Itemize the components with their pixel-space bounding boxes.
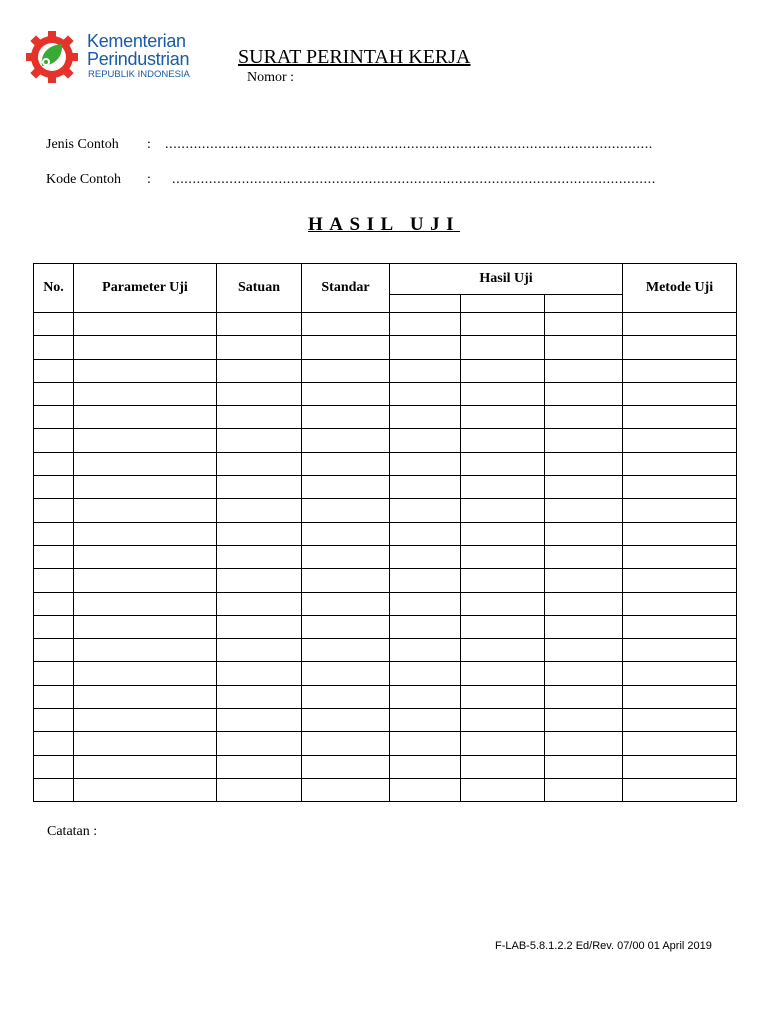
table-cell [623, 545, 737, 568]
table-cell [623, 429, 737, 452]
table-cell [390, 732, 461, 755]
table-cell [302, 313, 390, 336]
table-cell [623, 522, 737, 545]
table-cell [34, 429, 74, 452]
table-cell [74, 778, 217, 801]
table-cell [545, 522, 623, 545]
header-parameter: Parameter Uji [74, 264, 217, 313]
table-cell [545, 336, 623, 359]
table-cell [217, 336, 302, 359]
table-cell [34, 755, 74, 778]
table-cell [461, 545, 545, 568]
section-title: HASIL UJI [308, 214, 460, 235]
table-cell [34, 313, 74, 336]
table-cell [545, 452, 623, 475]
table-cell [302, 336, 390, 359]
table-cell [74, 685, 217, 708]
kode-contoh-dots: ...................................................................................................................... [172, 172, 656, 187]
logo-line-3: REPUBLIK INDONESIA [88, 69, 190, 80]
table-cell [545, 359, 623, 382]
header-no: No. [34, 264, 74, 313]
table-cell [34, 662, 74, 685]
table-cell [302, 662, 390, 685]
table-cell [302, 755, 390, 778]
table-cell [461, 336, 545, 359]
table-cell [74, 709, 217, 732]
table-cell [461, 522, 545, 545]
table-row [34, 359, 737, 382]
table-cell [74, 452, 217, 475]
nomor-label: Nomor : [247, 70, 295, 85]
table-cell [461, 732, 545, 755]
table-cell [34, 639, 74, 662]
table-row [34, 569, 737, 592]
document-title: SURAT PERINTAH KERJA [238, 46, 471, 68]
table-cell [461, 615, 545, 638]
table-cell [217, 569, 302, 592]
jenis-contoh-dots: ....................................................................................................................... [165, 137, 653, 152]
table-cell [74, 406, 217, 429]
table-cell [34, 685, 74, 708]
table-cell [545, 499, 623, 522]
table-cell [217, 592, 302, 615]
table-cell [74, 662, 217, 685]
table-cell [545, 429, 623, 452]
table-cell [302, 778, 390, 801]
table-cell [461, 429, 545, 452]
table-cell [217, 452, 302, 475]
table-row [34, 313, 737, 336]
table-cell [74, 639, 217, 662]
table-cell [74, 522, 217, 545]
table-cell [217, 382, 302, 405]
table-cell [390, 592, 461, 615]
header-hasil-sub-3 [545, 295, 623, 313]
table-cell [34, 545, 74, 568]
table-cell [461, 406, 545, 429]
table-cell [545, 709, 623, 732]
table-cell [390, 545, 461, 568]
header-hasil-sub-2 [461, 295, 545, 313]
table-cell [217, 639, 302, 662]
table-row [34, 755, 737, 778]
table-row [34, 639, 737, 662]
table-cell [390, 359, 461, 382]
table-cell [34, 452, 74, 475]
table-cell [217, 778, 302, 801]
table-cell [74, 499, 217, 522]
table-cell [390, 778, 461, 801]
table-cell [217, 359, 302, 382]
header-hasil-uji: Hasil Uji [390, 264, 623, 295]
table-cell [545, 382, 623, 405]
table-cell [74, 429, 217, 452]
table-row [34, 336, 737, 359]
table-cell [545, 313, 623, 336]
table-cell [217, 429, 302, 452]
table-cell [302, 615, 390, 638]
table-cell [74, 313, 217, 336]
table-row [34, 522, 737, 545]
table-cell [217, 615, 302, 638]
table-cell [302, 685, 390, 708]
kode-contoh-colon: : [147, 172, 151, 187]
table-cell [302, 429, 390, 452]
table-cell [217, 406, 302, 429]
table-cell [302, 592, 390, 615]
table-cell [461, 452, 545, 475]
table-cell [302, 522, 390, 545]
table-cell [461, 569, 545, 592]
table-cell [623, 359, 737, 382]
table-cell [34, 569, 74, 592]
table-row [34, 499, 737, 522]
table-cell [74, 592, 217, 615]
table-cell [390, 406, 461, 429]
table-cell [74, 476, 217, 499]
table-cell [217, 755, 302, 778]
table-cell [461, 359, 545, 382]
table-cell [302, 406, 390, 429]
table-cell [545, 662, 623, 685]
table-cell [461, 313, 545, 336]
table-cell [390, 522, 461, 545]
gear-leaf-logo-icon [22, 28, 84, 86]
hasil-uji-table [33, 263, 737, 802]
table-row [34, 709, 737, 732]
jenis-contoh-colon: : [147, 137, 151, 152]
table-cell [623, 499, 737, 522]
table-cell [545, 732, 623, 755]
table-cell [74, 569, 217, 592]
table-cell [74, 615, 217, 638]
table-cell [461, 778, 545, 801]
table-cell [623, 755, 737, 778]
table-cell [461, 639, 545, 662]
table-cell [623, 639, 737, 662]
table-cell [34, 592, 74, 615]
table-cell [623, 685, 737, 708]
table-cell [545, 592, 623, 615]
table-row [34, 545, 737, 568]
table-cell [390, 569, 461, 592]
table-cell [390, 685, 461, 708]
table-cell [74, 545, 217, 568]
table-cell [623, 569, 737, 592]
table-cell [74, 755, 217, 778]
table-cell [461, 685, 545, 708]
table-cell [302, 476, 390, 499]
table-cell [545, 755, 623, 778]
table-cell [34, 476, 74, 499]
table-cell [390, 452, 461, 475]
table-cell [545, 639, 623, 662]
table-cell [390, 662, 461, 685]
table-cell [217, 662, 302, 685]
table-cell [545, 406, 623, 429]
table-cell [34, 522, 74, 545]
table-cell [545, 615, 623, 638]
table-cell [545, 545, 623, 568]
table-cell [461, 755, 545, 778]
kode-contoh-label: Kode Contoh [46, 172, 122, 187]
table-cell [34, 709, 74, 732]
logo-line-2: Perindustrian [87, 49, 190, 69]
table-cell [74, 382, 217, 405]
table-cell [623, 709, 737, 732]
table-cell [390, 476, 461, 499]
table-row [34, 732, 737, 755]
table-cell [34, 732, 74, 755]
table-cell [217, 522, 302, 545]
table-cell [390, 429, 461, 452]
table-cell [623, 382, 737, 405]
table-row [34, 382, 737, 405]
table-cell [390, 336, 461, 359]
table-cell [34, 336, 74, 359]
table-cell [302, 359, 390, 382]
table-cell [217, 732, 302, 755]
table-cell [217, 476, 302, 499]
table-cell [461, 476, 545, 499]
form-code-footer: F-LAB-5.8.1.2.2 Ed/Rev. 07/00 01 April 2019 [495, 940, 712, 952]
table-cell [302, 545, 390, 568]
table-cell [34, 382, 74, 405]
table-cell [217, 685, 302, 708]
table-cell [623, 336, 737, 359]
header-standar: Standar [302, 264, 390, 313]
table-cell [302, 499, 390, 522]
table-cell [390, 499, 461, 522]
table-cell [390, 382, 461, 405]
table-cell [390, 313, 461, 336]
table-row [34, 592, 737, 615]
table-cell [34, 615, 74, 638]
table-row [34, 662, 737, 685]
table-cell [34, 499, 74, 522]
kemenperin-logo [22, 28, 202, 86]
table-cell [623, 313, 737, 336]
table-cell [623, 592, 737, 615]
table-cell [390, 615, 461, 638]
table-cell [390, 709, 461, 732]
table-cell [390, 755, 461, 778]
header-satuan: Satuan [217, 264, 302, 313]
table-cell [623, 778, 737, 801]
table-cell [545, 778, 623, 801]
catatan-label: Catatan : [47, 824, 98, 839]
table-cell [623, 406, 737, 429]
table-cell [34, 359, 74, 382]
table-cell [217, 313, 302, 336]
table-cell [545, 569, 623, 592]
table-cell [461, 709, 545, 732]
logo-line-1: Kementerian [87, 31, 186, 51]
table-cell [74, 336, 217, 359]
header-hasil-sub-1 [390, 295, 461, 313]
table-row [34, 476, 737, 499]
table-cell [74, 732, 217, 755]
table-cell [461, 382, 545, 405]
table-cell [217, 709, 302, 732]
table-cell [34, 406, 74, 429]
table-cell [302, 639, 390, 662]
table-cell [302, 732, 390, 755]
table-cell [461, 499, 545, 522]
table-row [34, 429, 737, 452]
table-row [34, 452, 737, 475]
jenis-contoh-label: Jenis Contoh [46, 137, 119, 152]
table-cell [623, 732, 737, 755]
table-cell [390, 639, 461, 662]
table-header-row [34, 264, 737, 295]
table-row [34, 406, 737, 429]
table-cell [217, 499, 302, 522]
table-cell [302, 709, 390, 732]
table-row [34, 778, 737, 801]
table-cell [302, 452, 390, 475]
table-cell [623, 662, 737, 685]
table-cell [623, 452, 737, 475]
table-cell [461, 662, 545, 685]
table-row [34, 615, 737, 638]
table-cell [74, 359, 217, 382]
table-cell [34, 778, 74, 801]
table-cell [302, 382, 390, 405]
table-cell [623, 615, 737, 638]
table-cell [302, 569, 390, 592]
table-cell [545, 685, 623, 708]
table-cell [623, 476, 737, 499]
table-cell [461, 592, 545, 615]
header-metode: Metode Uji [623, 264, 737, 313]
table-row [34, 685, 737, 708]
table-cell [217, 545, 302, 568]
table-cell [545, 476, 623, 499]
